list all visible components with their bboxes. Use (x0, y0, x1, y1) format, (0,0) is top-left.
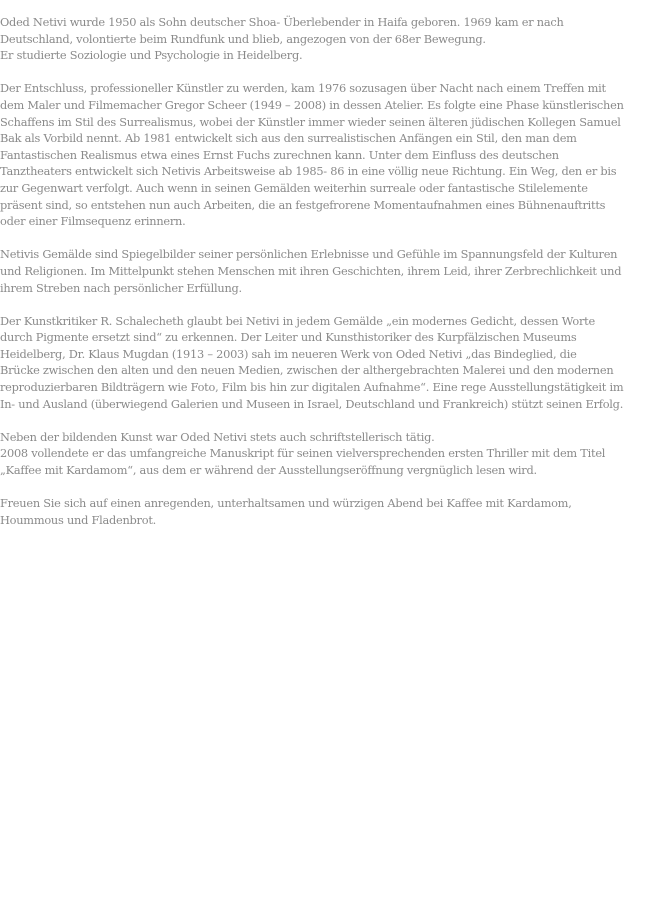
text-line: Der Entschluss, professioneller Künstler zu werden, kam 1976 sozusagen über Nacht nach einem Treffen mit (0, 81, 606, 96)
text-line: Freuen Sie sich auf einen anregenden, unterhaltsamen und würzigen Abend bei Kaffee mit Kardamom, (0, 496, 572, 511)
text-line: Oded Netivi wurde 1950 als Sohn deutscher Shoa- Überlebender in Haifa geboren. 1969 kam er nach (0, 15, 564, 29)
text-line: Netivis Gemälde sind Spiegelbilder seiner persönlichen Erlebnisse und Gefühle im Spannungsfeld der Kulturen (0, 247, 618, 262)
text-line: präsent sind, so entstehen nun auch Arbeiten, die an festgefrorene Momentaufnahmen eines Bühnenauftritts (0, 197, 606, 212)
text-line: dem Maler und Filmemacher Gregor Scheer (1949 – 2008) in dessen Atelier. Es folgte eine Phase künstlerischen (0, 97, 624, 112)
paragraph-biography (0, 14, 672, 64)
text-line: Deutschland, volontierte beim Rundfunk und blieb, angezogen von der 68er Bewegung. (0, 31, 486, 46)
text-line: Er studierte Soziologie und Psychologie in Heidelberg. (0, 48, 303, 63)
text-line: Brücke zwischen den alten und den neuen Medien, zwischen der althergebrachten Malerei und den modernen (0, 363, 614, 378)
paragraph-invitation (0, 495, 672, 528)
text-line: „Kaffee mit Kardamom“, aus dem er während der Ausstellungseröffnung vergnüglich lesen wird. (0, 463, 537, 478)
paragraph-artistic-career (0, 80, 672, 229)
article-body (0, 14, 672, 545)
text-line: Schaffens im Stil des Surrealismus, wobei der Künstler immer wieder seinen älteren jüdischen Kollegen Samuel (0, 114, 621, 129)
text-line: Tanztheaters entwickelt sich Netivis Arbeitsweise ab 1985- 86 in eine völlig neue Richtung. Ein Weg, den er bis (0, 164, 617, 179)
text-line: reproduzierbaren Bildträgern wie Foto, Film bis hin zur digitalen Aufnahme“. Eine rege Ausstellungstätigkeit im (0, 380, 624, 395)
text-line: Der Kunstkritiker R. Schalecheth glaubt bei Netivi in jedem Gemälde „ein modernes Gedicht, dessen Worte (0, 313, 595, 328)
paragraph-paintings (0, 246, 672, 296)
text-line: Fantastischen Realismus etwa eines Ernst Fuchs zurechnen kann. Unter dem Einfluss des deutschen (0, 147, 559, 162)
paragraph-writing (0, 429, 672, 479)
text-line: Hoummous und Fladenbrot. (0, 512, 157, 527)
text-line: zur Gegenwart verfolgt. Auch wenn in seinen Gemälden weiterhin surreale oder fantastische Stilelemente (0, 180, 588, 195)
text-line: oder einer Filmsequenz erinnern. (0, 214, 186, 229)
text-line: 2008 vollendete er das umfangreiche Manuskript für seinen vielversprechenden ersten Thriller mit dem Titel (0, 446, 606, 461)
text-line: ihrem Streben nach persönlicher Erfüllung. (0, 280, 242, 295)
text-line: Neben der bildenden Kunst war Oded Netivi stets auch schriftstellerisch tätig. (0, 429, 435, 444)
text-line: Bak als Vorbild nennt. Ab 1981 entwickelt sich aus den surrealistischen Anfängen ein Stil, den man dem (0, 131, 577, 146)
text-line: Heidelberg, Dr. Klaus Mugdan (1913 – 2003) sah im neueren Werk von Oded Netivi „das Bindeglied, die (0, 346, 577, 361)
paragraph-critics (0, 313, 672, 413)
text-line: und Religionen. Im Mittelpunkt stehen Menschen mit ihren Geschichten, ihrem Leid, ihrer Zerbrechlichkeit und (0, 263, 622, 278)
text-line: In- und Ausland (überwiegend Galerien und Museen in Israel, Deutschland und Frankreich) stützt seinen Erfolg. (0, 396, 624, 411)
text-line: durch Pigmente ersetzt sind“ zu erkennen. Der Leiter und Kunsthistoriker des Kurpfälzischen Museums (0, 330, 577, 345)
